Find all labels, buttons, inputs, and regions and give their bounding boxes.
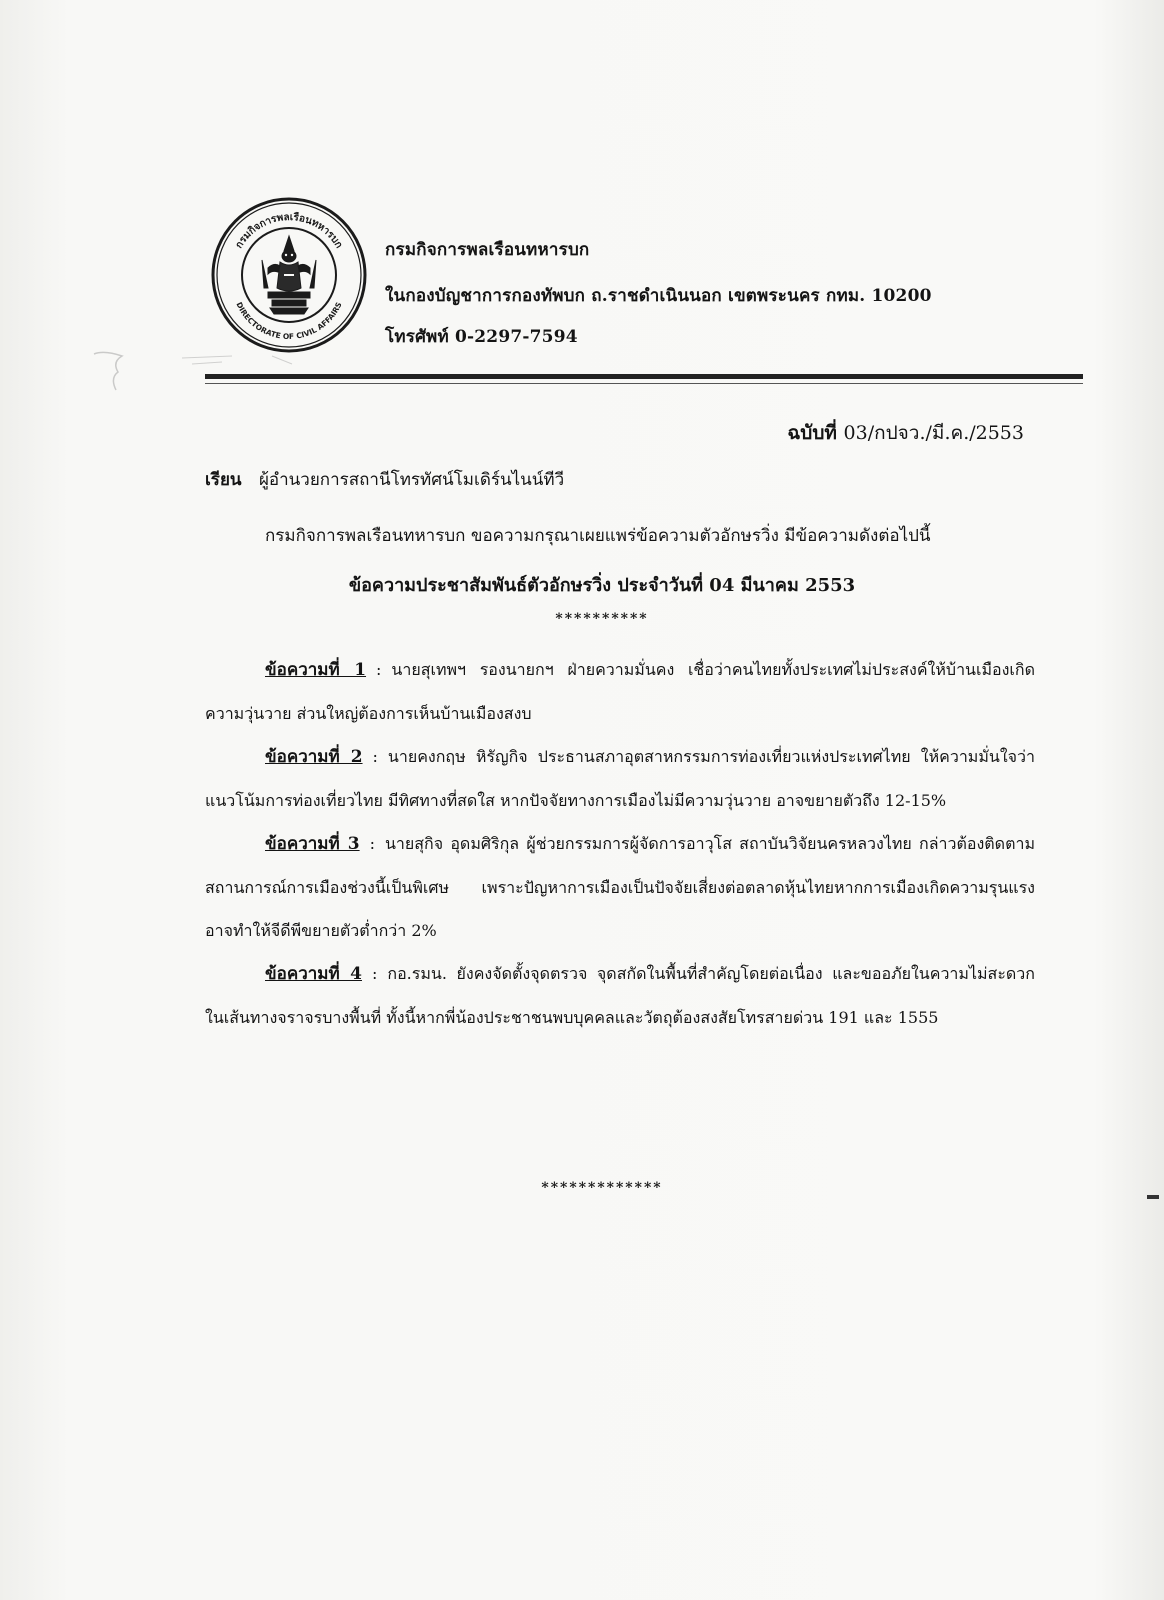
message-text: นายสุเทพฯ รองนายกฯ ฝ่ายความมั่นคง เชื่อว่าคนไทยทั้งประเทศไม่ประสงค์ให้บ้านเมืองเกิดความวุ่นวาย ส่วนใหญ่ต้องการเห็นบ้านเมืองสงบ	[205, 660, 1035, 723]
seal-text-bottom: DIRECTORATE OF CIVIL AFFAIRS	[234, 300, 344, 342]
message-text: กอ.รมน. ยังคงจัดตั้งจุดตรวจ จุดสกัดในพื้นที่สำคัญโดยต่อเนื่อง และขออภัยในความไม่สะดวกในเส้นทางจราจรบางพื้นที่ ทั้งนี้หากพี่น้องประชาชนพบบุคคลและวัตถุต้องสงสัยโทรสายด่วน 191 และ 1555	[205, 964, 1035, 1027]
recipient-value: ผู้อำนวยการสถานีโทรทัศน์โมเดิร์นไนน์ทีวี	[258, 470, 565, 490]
reference-value: 03/กปจว./มี.ค./2553	[843, 422, 1024, 444]
org-name: กรมกิจการพลเรือนทหารบก	[385, 240, 590, 260]
org-phone: โทรศัพท์ 0-2297-7594	[385, 327, 578, 347]
message-label: ข้อความที่ 3	[265, 834, 360, 854]
seal-text-top: กรมกิจการพลเรือนทหารบก	[233, 211, 345, 251]
message-item-3: ข้อความที่ 3 : นายสุกิจ อุดมศิริกุล ผู้ช่วยกรรมการผู้จัดการอาวุโส สถาบันวิจัยนครหลวงไทย กล่าวต้องติดตามสถานการณ์การเมืองช่วงนี้เป็นพิเศษ เพราะปัญหาการเมืองเป็นปัจจัยเสี่ยงต่อตลาดหุ้นไทยหากการเมืองเกิดความรุนแรงอาจทำให้จีดีพีขยายตัวต่ำกว่า 2%	[205, 834, 1035, 940]
reference-number	[787, 418, 1024, 448]
message-text: นายคงกฤษ หิรัญกิจ ประธานสภาอุตสาหกรรมการท่องเที่ยวแห่งประเทศไทย ให้ความมั่นใจว่าแนวโน้มการท่องเที่ยวไทย มีทิศทางที่สดใส หากปัจจัยทางการเมืองไม่มีความวุ่นวาย อาจขยายตัวถึง 12-15%	[205, 747, 1035, 810]
recipient-line	[205, 466, 564, 493]
message-item-1: ข้อความที่ 1 : นายสุเทพฯ รองนายกฯ ฝ่ายความมั่นคง เชื่อว่าคนไทยทั้งประเทศไม่ประสงค์ให้บ้านเมืองเกิดความวุ่นวาย ส่วนใหญ่ต้องการเห็นบ้านเมืองสงบ	[205, 660, 1035, 723]
announcement-heading: ข้อความประชาสัมพันธ์ตัวอักษรวิ่ง ประจำวันที่ 04 มีนาคม 2553	[348, 575, 856, 596]
message-label: ข้อความที่ 4	[265, 964, 362, 984]
scan-edge-mark	[1147, 1195, 1159, 1199]
message-label: ข้อความที่ 1	[265, 660, 367, 680]
message-text: นายสุกิจ อุดมศิริกุล ผู้ช่วยกรรมการผู้จัดการอาวุโส สถาบันวิจัยนครหลวงไทย กล่าวต้องติดตามสถานการณ์การเมืองช่วงนี้เป็นพิเศษ เพราะปัญหาการเมืองเป็นปัจจัยเสี่ยงต่อตลาดหุ้นไทยหากการเมืองเกิดความรุนแรงอาจทำให้จีดีพีขยายตัวต่ำกว่า 2%	[205, 834, 1035, 940]
message-item-4: ข้อความที่ 4 : กอ.รมน. ยังคงจัดตั้งจุดตรวจ จุดสกัดในพื้นที่สำคัญโดยต่อเนื่อง และขออภัยในความไม่สะดวกในเส้นทางจราจรบางพื้นที่ ทั้งนี้หากพี่น้องประชาชนพบบุคคลและวัตถุต้องสงสัยโทรสายด่วน 191 และ 1555	[205, 964, 1035, 1027]
intro-paragraph: กรมกิจการพลเรือนทหารบก ขอความกรุณาเผยแพร่ข้อความตัวอักษรวิ่ง มีข้อความดังต่อไปนี้	[265, 526, 931, 546]
message-item-2: ข้อความที่ 2 : นายคงกฤษ หิรัญกิจ ประธานสภาอุตสาหกรรมการท่องเที่ยวแห่งประเทศไทย ให้ความมั่นใจว่าแนวโน้มการท่องเที่ยวไทย มีทิศทางที่สดใส หากปัจจัยทางการเมืองไม่มีความวุ่นวาย อาจขยายตัวถึง 12-15%	[205, 747, 1035, 810]
header-divider-thin	[205, 383, 1083, 384]
message-list	[205, 648, 1035, 1039]
svg-text:DIRECTORATE OF CIVIL AFFAIRS	[234, 301, 343, 341]
message-label: ข้อความที่ 2	[265, 747, 363, 767]
header-divider-thick	[205, 374, 1083, 379]
org-address: ในกองบัญชาการกองทัพบก ถ.ราชดำเนินนอก เขตพระนคร กทม. 10200	[385, 286, 932, 306]
reference-label: ฉบับที่	[787, 422, 837, 444]
separator-bottom: *************	[541, 1180, 663, 1196]
army-civil-affairs-seal-icon	[210, 196, 368, 354]
recipient-label: เรียน	[205, 470, 242, 490]
separator-top: **********	[555, 611, 649, 627]
